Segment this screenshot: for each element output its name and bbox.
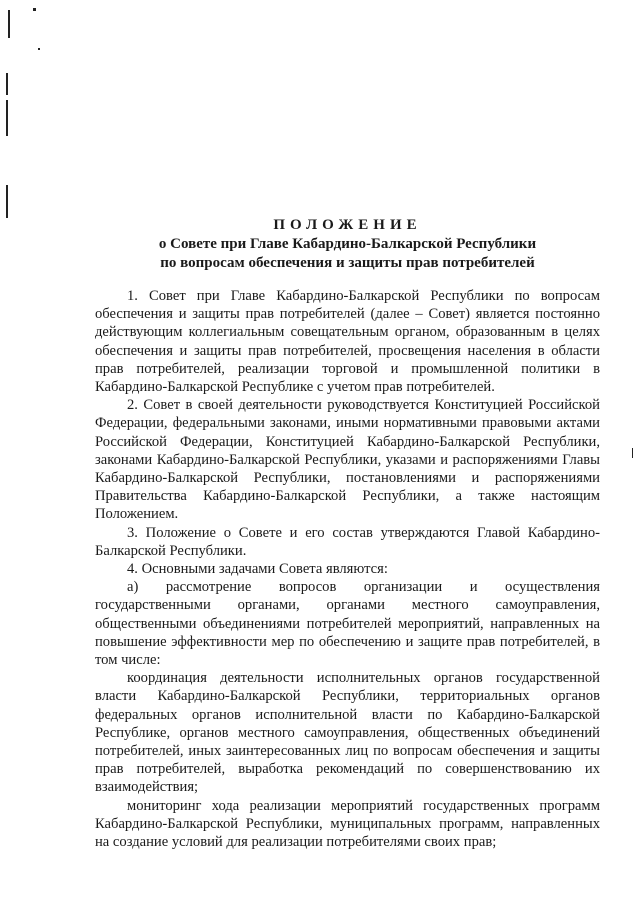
paragraph-4a: а) рассмотрение вопросов организации и осуществления государственными органами, органами местного самоуправления, общественными объединениями потребителей мероприятий, направленных на повышение эффективности мер по обеспечению и защите прав потребителей, в том числе: <box>95 579 600 669</box>
document-title <box>95 216 600 273</box>
scan-mark <box>6 100 8 136</box>
title-line-2: по вопросам обеспечения и защиты прав потребителей <box>160 255 535 271</box>
title-line-1: о Совете при Главе Кабардино-Балкарской Республики <box>158 236 537 252</box>
scan-mark <box>6 185 8 218</box>
paragraph-monitoring: мониторинг хода реализации мероприятий государственных программ Кабардино-Балкарской Республики, муниципальных программ, направленных на создание условий для реализации потребителями своих прав; <box>95 797 600 851</box>
scan-mark <box>6 73 8 95</box>
scan-mark <box>632 448 633 458</box>
title-word: ПОЛОЖЕНИЕ <box>273 217 422 233</box>
scan-mark <box>33 8 36 11</box>
paragraph-3: 3. Положение о Совете и его состав утверждаются Главой Кабардино-Балкарской Республики. <box>95 524 600 559</box>
paragraph-2: 2. Совет в своей деятельности руководствуется Конституцией Российской Федерации, федеральными законами, иными нормативными правовыми актами Российской Федерации, Конституцией Кабардино-Балкарской Республики, законами Кабардино-Балкарской Республики, указами и распоряжениями Главы Кабардино-Балкарской Республики, постановлениями и распоряжениями Правительства Кабардино-Балкарской Республики, а также настоящим Положением. <box>95 397 600 523</box>
scan-mark <box>8 10 10 38</box>
paragraph-4: 4. Основными задачами Совета являются: <box>127 561 388 578</box>
paragraph-coordination: координация деятельности исполнительных органов государственной власти Кабардино-Балкарской Республики, территориальных органов федеральных органов исполнительной власти по Кабардино-Балкарской Республике, органов местного самоуправления, общественных объединений потребителей, иных заинтересованных лиц по вопросам обеспечения и защиты прав потребителей, выработка рекомендаций по совершенствованию их взаимодействия; <box>95 670 600 796</box>
scan-mark <box>38 48 40 50</box>
document-body <box>95 287 600 851</box>
paragraph-1: 1. Совет при Главе Кабардино-Балкарской Республики по вопросам обеспечения и защиты прав потребителей (далее – Совет) является постоянно действующим коллегиальным совещательным органом, образованным в целях обеспечения и защиты прав потребителей, просвещения населения в области прав потребителей, реализации торговой и промышленной политики в Кабардино-Балкарской Республике с учетом прав потребителей. <box>95 288 600 396</box>
